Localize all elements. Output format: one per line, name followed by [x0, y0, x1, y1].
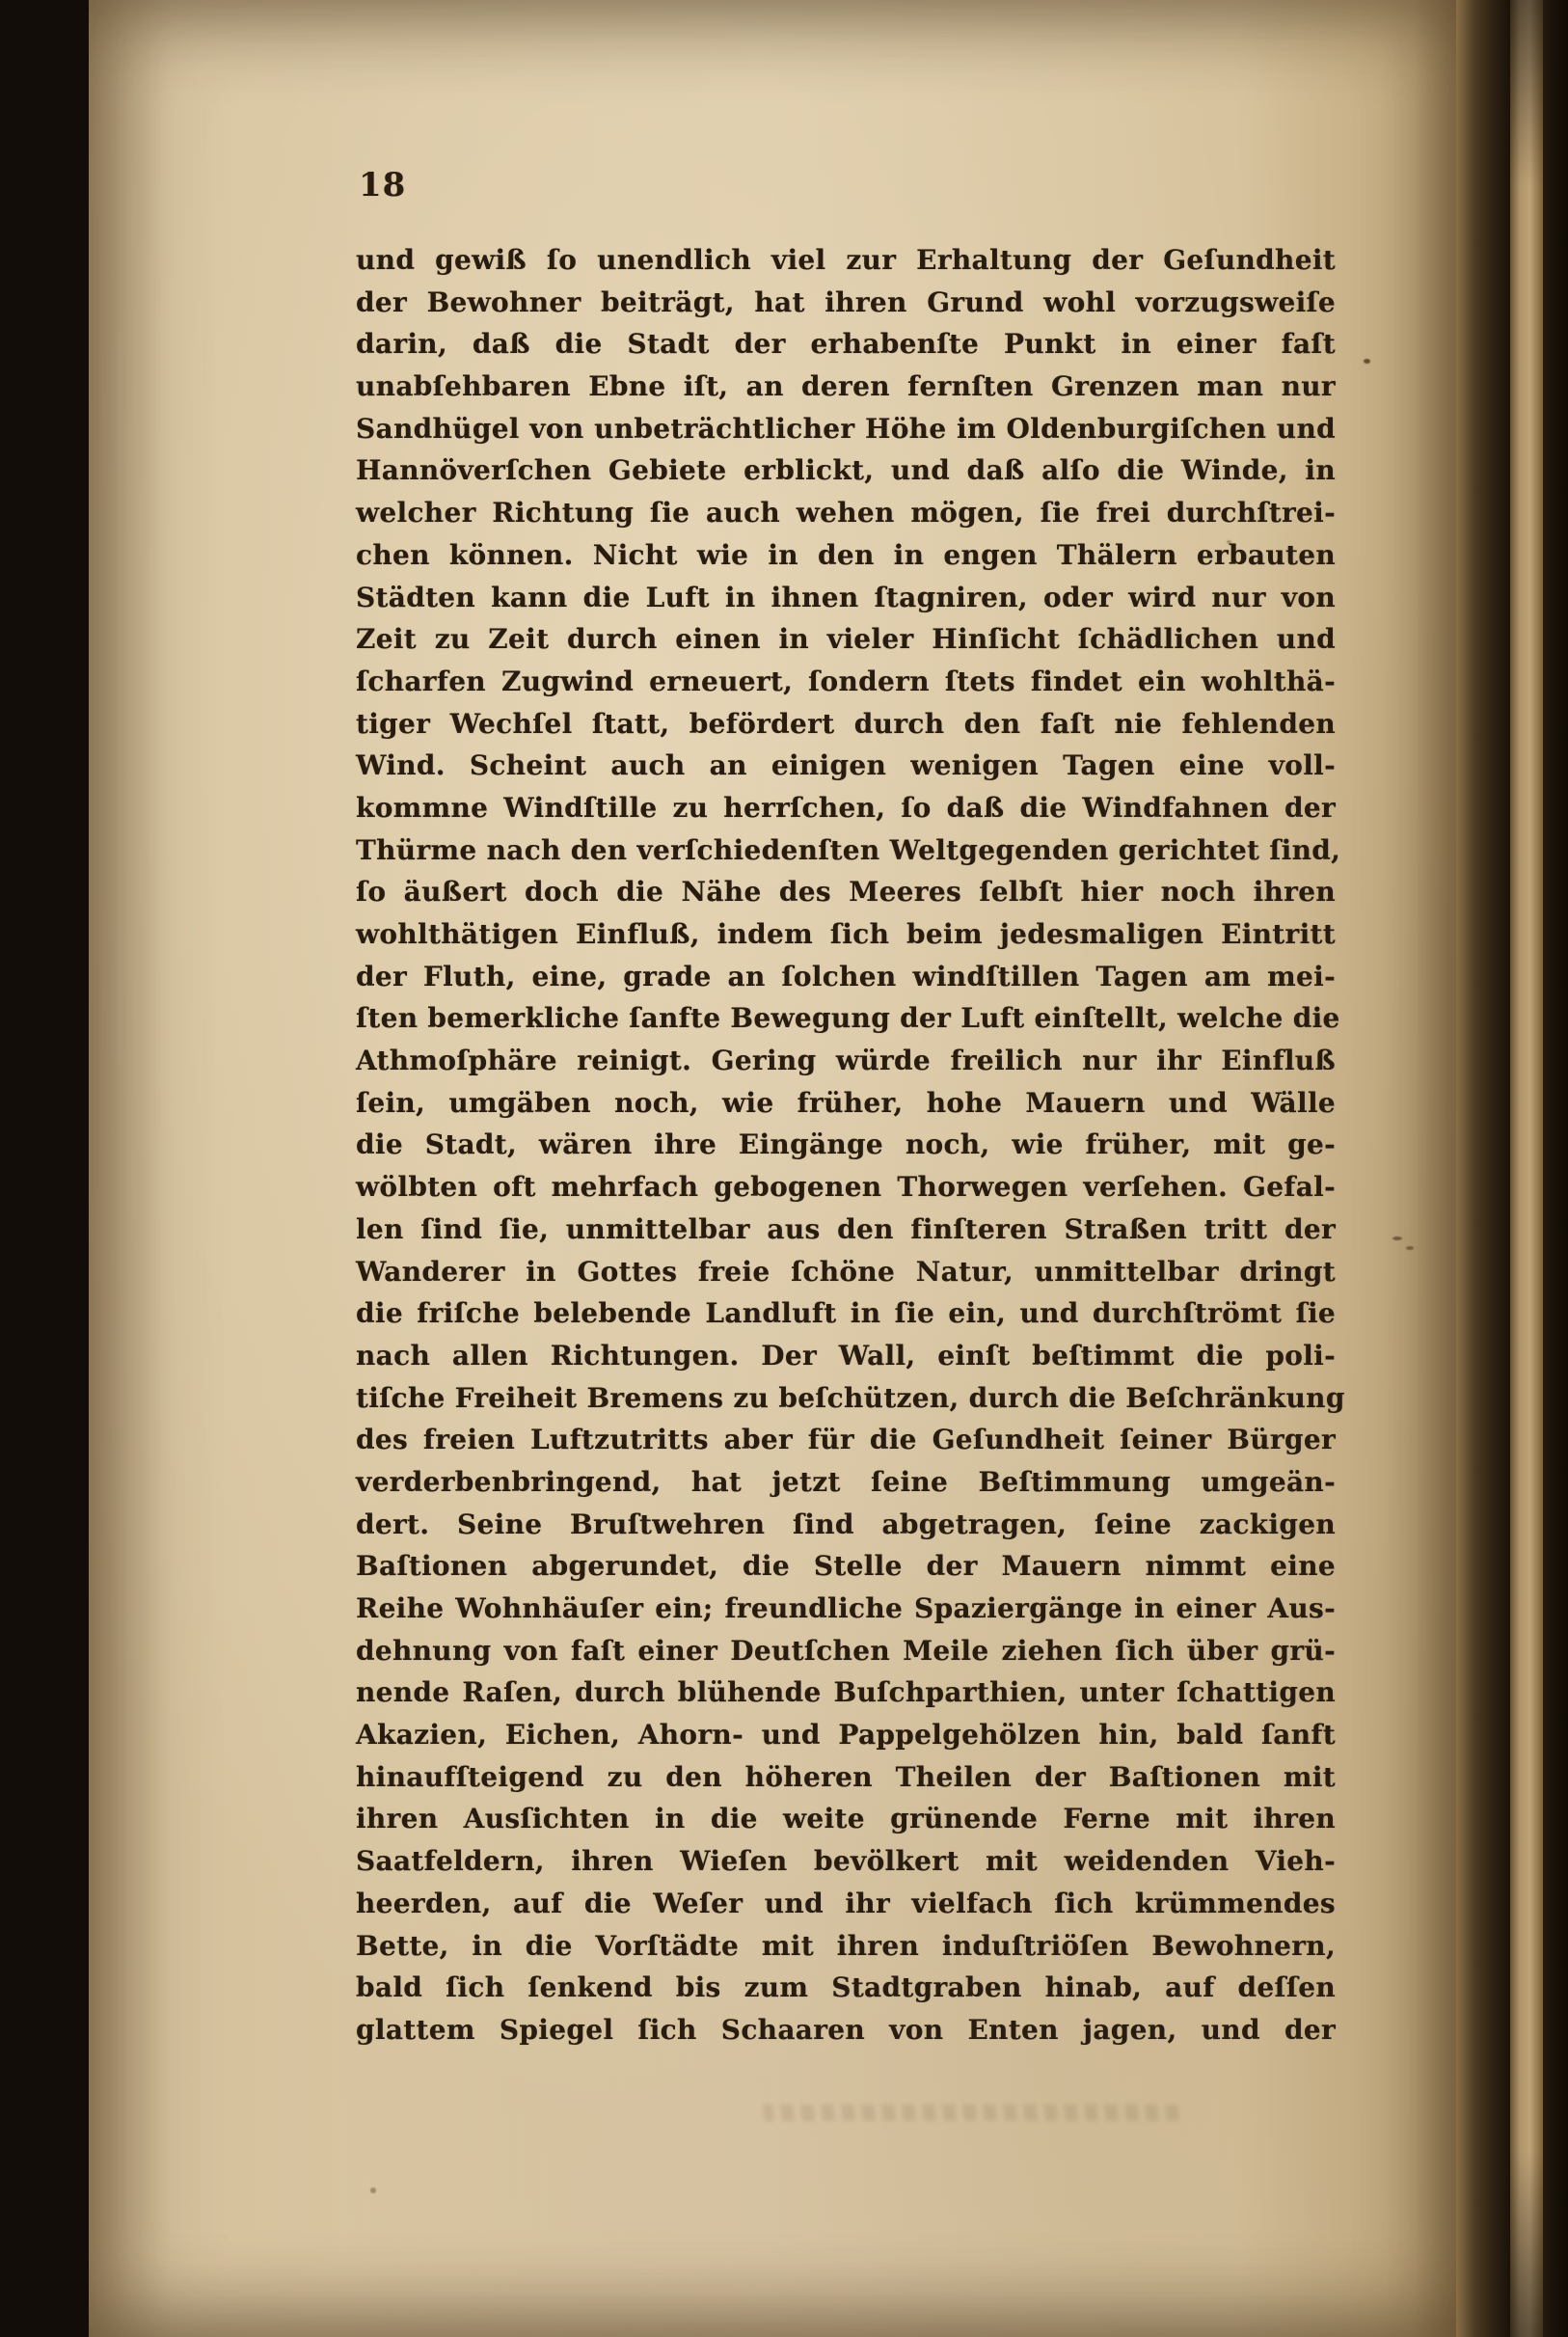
text-line: tiſche Freiheit Bremens zu beſchützen, durch die Beſchränkung	[356, 1381, 1345, 1414]
text-line: wölbten oft mehrfach gebogenen Thorwegen verſehen. Gefal-	[356, 1171, 1336, 1204]
paper-speck	[370, 2188, 376, 2193]
text-line: Bette, in die Vorſtädte mit ihren induſtriöſen Bewohnern,	[356, 1929, 1336, 1962]
text-line: Zeit zu Zeit durch einen in vieler Hinſicht ſchädlichen und	[356, 623, 1336, 656]
text-line: ſcharfen Zugwind erneuert, ſondern ſtets findet ein wohlthä-	[356, 665, 1336, 697]
text-line: Athmoſphäre reinigt. Gering würde freilich nur ihr Einfluß	[356, 1045, 1336, 1077]
paper-speck	[1364, 359, 1370, 364]
paper-speck	[1406, 1246, 1414, 1250]
book-page	[89, 0, 1456, 2337]
text-line: glattem Spiegel ſich Schaaren von Enten jagen, und der	[356, 2013, 1336, 2046]
book-leaf-edges-left	[0, 0, 89, 2337]
text-line: welcher Richtung ſie auch wehen mögen, ſie frei durchſtrei-	[356, 497, 1336, 530]
text-line: ſo äußert doch die Nähe des Meeres ſelbſt hier noch ihren	[356, 876, 1336, 909]
body-text	[356, 239, 1345, 2052]
text-line: Saatfeldern, ihren Wieſen bevölkert mit weidenden Vieh-	[356, 1845, 1336, 1878]
text-line: Akazien, Eichen, Ahorn- und Pappelgehölzen hin, bald ſanft	[356, 1719, 1336, 1752]
text-line: Städten kann die Luft in ihnen ſtagniren, oder wird nur von	[356, 581, 1336, 613]
text-line: nach allen Richtungen. Der Wall, einſt beſtimmt die poli-	[356, 1339, 1336, 1372]
text-line: ſein, umgäben noch, wie früher, hohe Mauern und Wälle	[356, 1086, 1336, 1119]
next-page-edge	[1510, 0, 1543, 2337]
text-line: des freien Luftzutritts aber für die Geſundheit ſeiner Bürger	[356, 1424, 1336, 1456]
show-through-smudge	[763, 2105, 1179, 2121]
binding-gutter-shadow	[1456, 0, 1510, 2337]
text-line: Wind. Scheint auch an einigen wenigen Tagen eine voll-	[356, 749, 1336, 782]
text-line: unabſehbaren Ebne iſt, an deren fernſten Grenzen man nur	[356, 370, 1336, 403]
text-line: Sandhügel von unbeträchtlicher Höhe im Oldenburgiſchen und	[356, 412, 1336, 445]
text-line: tiger Wechſel ſtatt, befördert durch den faſt nie fehlenden	[356, 707, 1336, 740]
page-number: 18	[359, 166, 407, 204]
text-line: nende Raſen, durch blühende Buſchparthien, unter ſchattigen	[356, 1676, 1336, 1709]
text-line: heerden, auf die Weſer und ihr vielfach ſich krümmendes	[356, 1887, 1336, 1919]
text-line: bald ſich ſenkend bis zum Stadtgraben hinab, auf deſſen	[356, 1971, 1336, 2004]
text-line: der Bewohner beiträgt, hat ihren Grund wohl vorzugsweiſe	[356, 285, 1336, 318]
text-line: die friſche belebende Landluft in ſie ein, und durchſtrömt ſie	[356, 1297, 1336, 1330]
text-line: ſten bemerkliche ſanfte Bewegung der Luft einſtellt, welche die	[356, 1002, 1340, 1035]
text-line: und gewiß ſo unendlich viel zur Erhaltung der Geſundheit	[356, 244, 1336, 276]
text-line: Wanderer in Gottes freie ſchöne Natur, unmittelbar dringt	[356, 1255, 1336, 1288]
text-line: hinaufſteigend zu den höheren Theilen der Baſtionen mit	[356, 1760, 1336, 1793]
text-line: len ſind ſie, unmittelbar aus den finſteren Straßen tritt der	[356, 1212, 1336, 1245]
scan-right-edge	[1543, 0, 1568, 2337]
text-line: darin, daß die Stadt der erhabenſte Punkt in einer faſt	[356, 328, 1336, 361]
paper-speck	[1227, 540, 1231, 544]
text-line: dert. Seine Bruſtwehren ſind abgetragen, ſeine zackigen	[356, 1508, 1336, 1540]
text-line: chen können. Nicht wie in den in engen Thälern erbauten	[356, 538, 1336, 571]
text-line: der Fluth, eine, grade an ſolchen windſtillen Tagen am mei-	[356, 960, 1336, 992]
text-line: dehnung von faſt einer Deutſchen Meile ziehen ſich über grü-	[356, 1634, 1336, 1667]
text-line: Reihe Wohnhäuſer ein; freundliche Spaziergänge in einer Aus-	[356, 1592, 1336, 1624]
text-line: kommne Windſtille zu herrſchen, ſo daß die Windfahnen der	[356, 791, 1336, 824]
text-line: ihren Ausſichten in die weite grünende Ferne mit ihren	[356, 1803, 1336, 1835]
paper-speck	[1392, 1236, 1402, 1240]
text-line: verderbenbringend, hat jetzt ſeine Beſtimmung umgeän-	[356, 1465, 1336, 1498]
text-line: die Stadt, wären ihre Eingänge noch, wie früher, mit ge-	[356, 1128, 1336, 1161]
text-line: Thürme nach den verſchiedenſten Weltgegenden gerichtet ſind,	[356, 833, 1341, 866]
text-line: wohlthätigen Einfluß, indem ſich beim jedesmaligen Eintritt	[356, 918, 1336, 950]
text-line: Baſtionen abgerundet, die Stelle der Mauern nimmt eine	[356, 1550, 1336, 1583]
text-line: Hannöverſchen Gebiete erblickt, und daß alſo die Winde, in	[356, 454, 1336, 487]
